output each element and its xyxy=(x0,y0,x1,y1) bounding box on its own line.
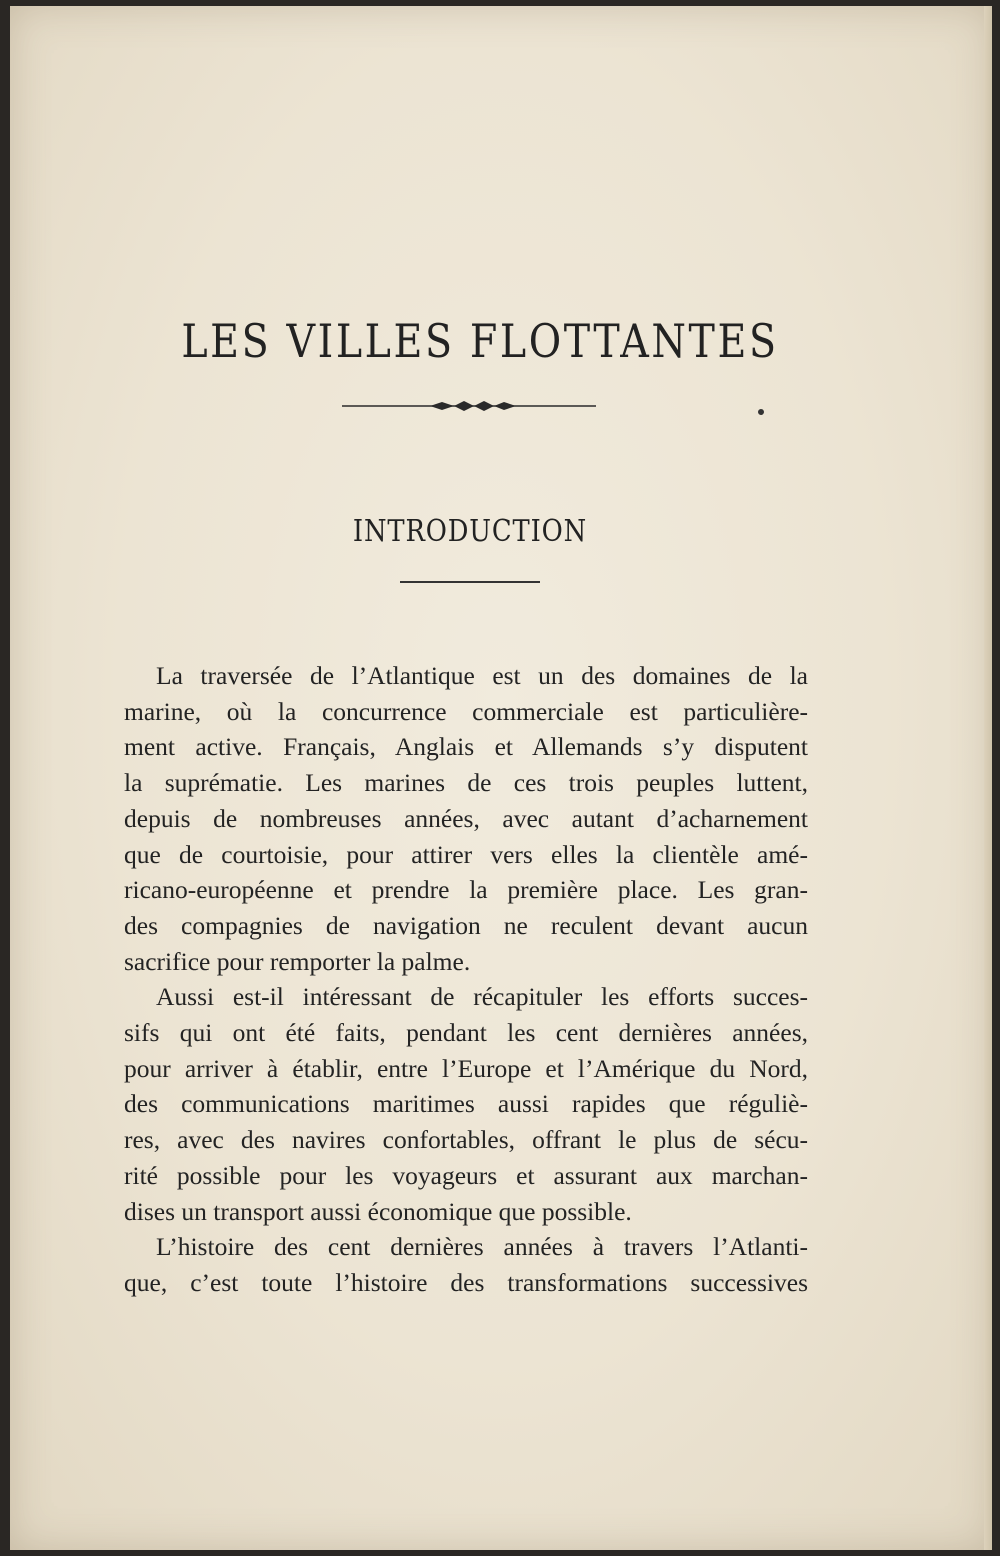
section-heading: INTRODUCTION xyxy=(352,514,588,549)
text-line: sifs qui ont été faits, pendant les cent dernières années, xyxy=(124,1018,808,1048)
paragraph xyxy=(124,658,808,979)
ornamental-divider xyxy=(342,394,596,418)
text-line: que, c’est toute l’histoire des transformations successives xyxy=(124,1267,808,1297)
paragraph xyxy=(124,979,808,1229)
text-line: des compagnies de navigation ne reculent devant aucun xyxy=(124,910,808,940)
text-line: L’histoire des cent dernières années à travers l’Atlanti- xyxy=(156,1232,808,1262)
text-line: rité possible pour les voyageurs et assurant aux marchan- xyxy=(124,1160,808,1190)
text-line: depuis de nombreuses années, avec autant d’acharnement xyxy=(124,803,808,833)
text-line: sacrifice pour remporter la palme. xyxy=(124,946,471,976)
text-line: res, avec des navires confortables, offrant le plus de sécu- xyxy=(124,1125,808,1155)
ink-speck xyxy=(758,409,764,415)
text-line: ricano-européenne et prendre la première place. Les gran- xyxy=(124,875,808,905)
text-line: la suprématie. Les marines de ces trois peuples luttent, xyxy=(124,768,808,798)
text-line: ment active. Français, Anglais et Allemands s’y disputent xyxy=(124,732,808,762)
document-page xyxy=(10,6,992,1550)
document-title: LES VILLES FLOTTANTES xyxy=(181,314,779,368)
body-text xyxy=(124,658,808,1301)
text-line: pour arriver à établir, entre l’Europe et l’Amérique du Nord, xyxy=(124,1053,808,1083)
text-line: des communications maritimes aussi rapides que réguliè- xyxy=(124,1089,808,1119)
heading-rule xyxy=(400,581,540,583)
page-edge xyxy=(984,6,992,1550)
text-line: La traversée de l’Atlantique est un des domaines de la xyxy=(156,661,808,690)
text-line: Aussi est-il intéressant de récapituler les efforts succes- xyxy=(156,982,808,1012)
text-line: marine, où la concurrence commerciale est particulière- xyxy=(124,696,808,726)
text-line: dises un transport aussi économique que possible. xyxy=(124,1196,632,1226)
text-line: que de courtoisie, pour attirer vers elles la clientèle amé- xyxy=(124,839,808,869)
paragraph xyxy=(124,1229,808,1300)
